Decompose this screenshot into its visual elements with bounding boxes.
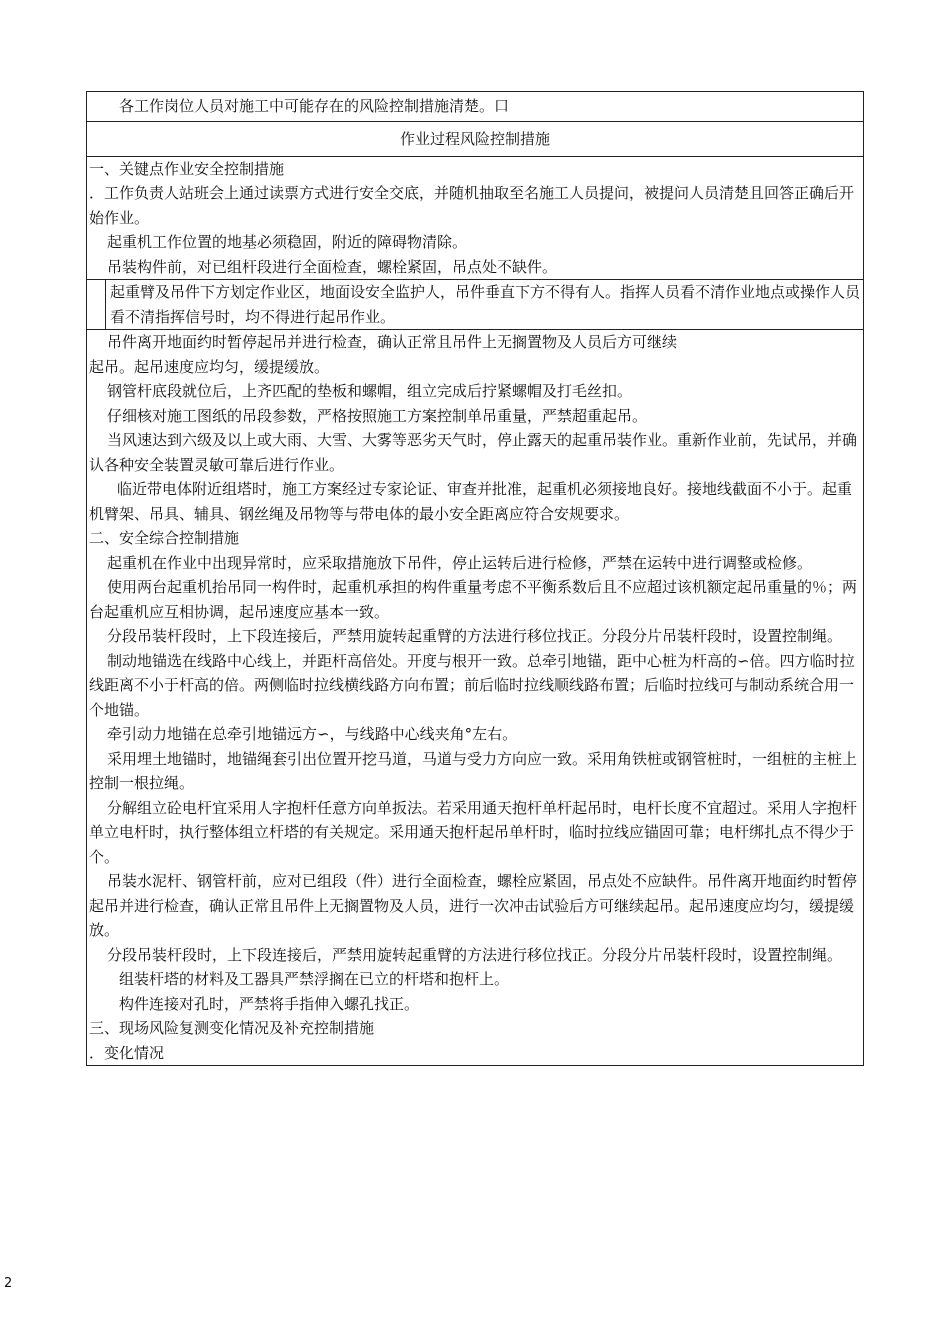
general-paragraph: 二、安全综合控制措施 [89, 529, 240, 547]
general-paragraph: 分段吊装杆段时，上下段连接后，严禁用旋转起重臂的方法进行移位找正。分段分片吊装杆段时，设置控制绳。 [107, 627, 843, 645]
general-paragraph: 临近带电体附近组塔时，施工方案经过专家论证、审查并批准，起重机必须接地良好。接地线截面不小于。起重机臂架、吊具、辅具、钢丝绳及吊物等与带电体的最小安全距离应符合安规要求。 [89, 480, 853, 523]
lifting-zone-block [87, 279, 863, 329]
section-title-row [87, 121, 863, 156]
general-paragraph: 使用两台起重机抬吊同一构件时，起重机承担的构件重量考虑不平衡系数后且不应超过该机额定起吊重量的％；两台起重机应互相协调，起吊速度应基本一致。 [89, 578, 858, 621]
general-paragraph: 分解组立砼电杆宜采用人字抱杆任意方向单扳法。若采用通天抱杆单杆起吊时，电杆长度不宜超过。采用人字抱杆单立电杆时，执行整体组立杆塔的有关规定。采用通天抱杆起吊单杆时，临时拉线应锚固可靠；电杆绑扎点不得少于个。 [89, 798, 858, 866]
key-point-paragraph: ．工作负责人站班会上通过读票方式进行安全交底，并随机抽取至名施工人员提问，被提问人员清楚且回答正确后开始作业。 [89, 184, 855, 227]
general-paragraph: 吊件离开地面约时暂停起吊并进行检查，确认正常且吊件上无搁置物及人员后方可继续 [107, 333, 678, 351]
general-paragraph: 起吊。起吊速度应均匀，缓提缓放。 [89, 357, 330, 376]
general-paragraph: 起重机在作业中出现异常时，应采取措施放下吊件，停止运转后进行检修，严禁在运转中进行调整或检修。 [107, 553, 813, 572]
general-paragraph: 组装杆塔的材料及工器具严禁浮搁在已立的杆塔和抱杆上。 [119, 970, 510, 988]
general-paragraph: 仔细核对施工图纸的吊段参数，严格按照施工方案控制单吊重量，严禁超重起吊。 [107, 406, 648, 425]
key-point-paragraph: 吊装构件前，对已组杆段进行全面检查，螺栓紧固，吊点处不缺件。 [107, 257, 558, 276]
general-measures-block [87, 329, 863, 1065]
general-paragraph: 吊装水泥杆、钢管杆前，应对已组段（件）进行全面检查，螺栓应紧固，吊点处不应缺件。吊件离开地面约时暂停起吊并进行检查，确认正常且吊件上无搁置物及人员，进行一次冲击试验后方可继续起吊。起吊速度应均匀，缓提缓放。 [89, 872, 858, 939]
lifting-zone-text: 起重臂及吊件下方划定作业区，地面设安全监护人，吊件垂直下方不得有人。指挥人员看不清作业地点或操作人员看不清指挥信号时，均不得进行起吊作业。 [110, 283, 861, 326]
general-paragraph: 制动地锚选在线路中心线上，并距杆高倍处。开度与根开一致。总牵引地锚，距中心桩为杆高的∽倍。四方临时拉线距离不小于杆高的倍。两侧临时拉线横线路方向布置；前后临时拉线顺线路布置；后临时拉线可与制动系统合用一个地锚。 [89, 651, 855, 719]
general-paragraph: 分段吊装杆段时，上下段连接后，严禁用旋转起重臂的方法进行移位找正。分段分片吊装杆段时，设置控制绳。 [107, 945, 843, 964]
risk-control-table [86, 91, 864, 1066]
general-paragraph: 当风速达到六级及以上或大雨、大雪、大雾等恶劣天气时，停止露天的起重吊装作业。重新作业前，先试吊，并确认各种安全装置灵敏可靠后进行作业。 [89, 431, 858, 474]
general-paragraph: ．变化情况 [89, 1043, 165, 1062]
general-paragraph: 钢管杆底段就位后，上齐匹配的垫板和螺帽，组立完成后拧紧螺帽及打毛丝扣。 [107, 382, 633, 400]
key-point-measures-block [87, 156, 863, 280]
general-paragraph: 三、现场风险复测变化情况及补充控制措施 [89, 1019, 375, 1037]
section-title: 作业过程风险控制措施 [399, 129, 550, 148]
general-paragraph: 牵引动力地锚在总牵引地锚远方∽，与线路中心线夹角°左右。 [107, 725, 518, 743]
top-row [87, 92, 863, 121]
key-point-paragraph: 一、关键点作业安全控制措施 [89, 159, 285, 178]
page-number: 2 [4, 1276, 13, 1291]
top-row-text: 各工作岗位人员对施工中可能存在的风险控制措施清楚。口 [119, 97, 510, 115]
key-point-paragraph: 起重机工作位置的地基必须稳固，附近的障碍物清除。 [107, 233, 468, 251]
general-paragraph: 构件连接对孔时，严禁将手指伸入螺孔找正。 [119, 994, 420, 1013]
general-paragraph: 采用埋土地锚时，地锚绳套引出位置开挖马道，马道与受力方向应一致。采用角铁桩或钢管桩时，一组桩的主桩上控制一根拉绳。 [89, 749, 858, 792]
